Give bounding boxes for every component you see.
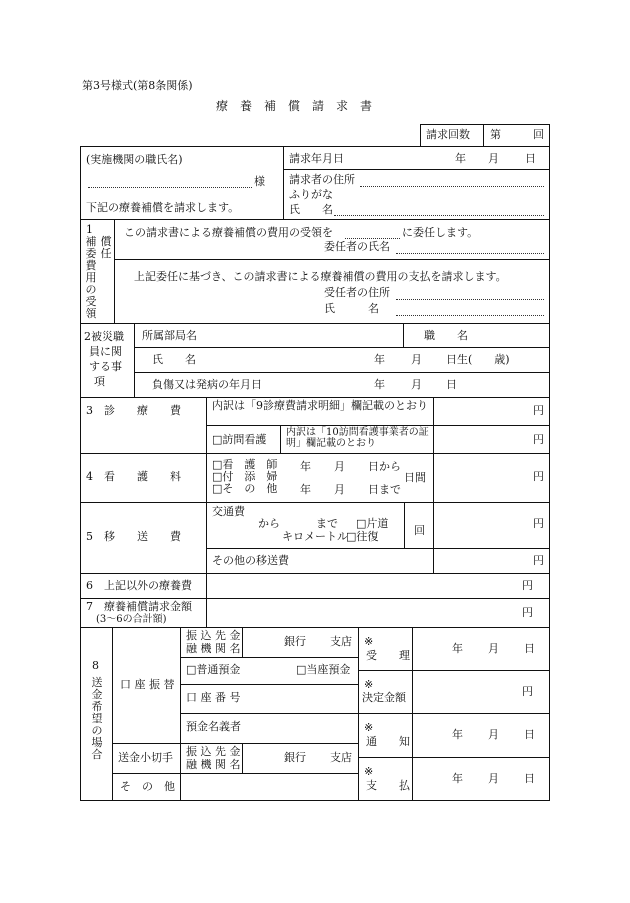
care-from-year-unit: 年 (300, 460, 311, 473)
account-holder-label: 預金名義者 (186, 720, 241, 733)
section1-vertical-a: 補委 (85, 235, 97, 260)
requester-address-line[interactable] (360, 186, 544, 187)
bank-label-2: 融 機 関 名 (186, 642, 241, 655)
requester-address-label: 請求者の住所 (289, 173, 355, 186)
department-label: 所属部局名 (142, 329, 197, 342)
injury-month-unit: 月 (411, 378, 422, 391)
cheque-branch-unit: 支店 (330, 751, 352, 764)
round-trip-checkbox[interactable]: □往復 (346, 530, 379, 543)
section2-label-1: 2被災職 (84, 330, 124, 343)
section7-sub: (3〜6の合計額) (96, 614, 167, 625)
medical-detail-note: 内訳は「9診療費請求明細」欄記載のとおり (212, 399, 428, 412)
section2-label-2: 員に関 (89, 345, 122, 358)
section6-yen: 円 (522, 579, 533, 592)
bank-unit: 銀行 (284, 635, 306, 648)
birth-month-unit: 月 (411, 353, 422, 366)
account-number-label: 口 座 番 号 (186, 691, 241, 704)
care-until-year-unit: 年 (300, 483, 311, 496)
requester-name-line[interactable] (334, 215, 544, 216)
position-label: 職 名 (424, 329, 468, 342)
payment-request-text: 上記委任に基づき、この請求書による療養補償の費用の支払を請求します。 (134, 270, 507, 283)
furigana-label: ふりがな (289, 188, 333, 201)
section8-vertical-label: 送金希望の場合 (91, 676, 103, 761)
payment-day-unit: 日 (524, 772, 535, 785)
notice-day-unit: 日 (524, 728, 535, 741)
notice-mark: ※ (364, 721, 374, 734)
section5-label: 5 移 送 費 (86, 530, 181, 543)
nurse-checkbox[interactable]: □看 護 師 (212, 458, 278, 471)
section5-other-yen: 円 (533, 554, 544, 567)
care-from-suffix: 日から (368, 460, 401, 473)
current-deposit-checkbox[interactable]: □当座預金 (296, 663, 351, 676)
receipt-month-unit: 月 (488, 642, 499, 655)
care-until-month-unit: 月 (334, 483, 345, 496)
cheque-bank-label-1: 振 込 先 金 (186, 745, 241, 758)
section2-label-4: 項 (94, 375, 105, 388)
transport-label: 交通費 (212, 505, 245, 518)
section6-label: 6 上記以外の療養費 (86, 579, 192, 592)
section8-number: 8 (92, 659, 99, 672)
count-kai: 回 (533, 128, 544, 141)
delegator-name-line[interactable] (396, 253, 544, 254)
delegate-address-label: 受任者の住所 (324, 286, 390, 299)
section1-vertical-b: 償任 (100, 235, 112, 260)
form-number: 第3号様式(第8条関係) (82, 79, 193, 92)
delegate-name-label: 氏 名 (324, 302, 379, 315)
notice-month-unit: 月 (488, 728, 499, 741)
request-date-label: 請求年月日 (289, 152, 344, 165)
notice-year-unit: 年 (452, 728, 463, 741)
account-transfer-label: 口 座 振 替 (120, 678, 175, 691)
injury-date-label: 負傷又は発病の年月日 (152, 378, 262, 391)
injury-year-unit: 年 (374, 378, 385, 391)
other-method-label: そ の 他 (120, 780, 175, 793)
one-way-checkbox[interactable]: □片道 (356, 517, 389, 530)
other-care-checkbox[interactable]: □そ の 他 (212, 482, 278, 495)
visit-nursing-detail: 内訳は「10訪問看護事業者の証明」欄記載のとおり (286, 427, 429, 449)
cheque-bank-unit: 銀行 (284, 751, 306, 764)
request-text: 下記の療養補償を請求します。 (86, 201, 240, 214)
other-transport-label: その他の移送費 (212, 554, 289, 567)
requester-name-label: 氏 名 (289, 203, 333, 216)
cheque-label: 送金小切手 (118, 751, 173, 764)
transport-to: まで (316, 517, 338, 530)
delegation-text-a: この請求書による療養補償の費用の受領を (124, 226, 333, 239)
transport-from: から (258, 517, 280, 530)
receipt-year-unit: 年 (452, 642, 463, 655)
payment-label: 支 払 (366, 779, 410, 792)
decided-amount-yen: 円 (522, 685, 533, 698)
count-label: 請求回数 (426, 128, 470, 141)
section3-yen: 円 (533, 404, 544, 417)
date-year-unit: 年 (455, 152, 466, 165)
section4-visit-yen: 円 (533, 433, 544, 446)
delegate-address-line[interactable] (396, 299, 544, 300)
care-from-month-unit: 月 (334, 460, 345, 473)
care-until-suffix: 日まで (368, 483, 401, 496)
birth-suffix: 日生( 歳) (446, 353, 510, 366)
cheque-bank-label-2: 融 機 関 名 (186, 758, 241, 771)
delegate-name-line-2[interactable] (396, 315, 544, 316)
section3-label: 3 診 療 費 (86, 404, 181, 417)
count-dai: 第 (490, 128, 501, 141)
receipt-day-unit: 日 (524, 642, 535, 655)
agency-label: (実施機関の職氏名) (86, 153, 183, 166)
receipt-label: 受 理 (366, 649, 410, 662)
section4-label: 4 看 護 料 (86, 470, 181, 483)
bank-label-1: 振 込 先 金 (186, 629, 241, 642)
payment-month-unit: 月 (488, 772, 499, 785)
form-title: 療 養 補 償 請 求 書 (216, 99, 373, 113)
delegation-text-b: に委任します。 (402, 226, 479, 239)
delegator-name-label: 委任者の氏名 (324, 240, 390, 253)
injury-day-unit: 日 (446, 378, 457, 391)
section4-care-yen: 円 (533, 470, 544, 483)
notice-label: 通 知 (366, 735, 410, 748)
ordinary-deposit-checkbox[interactable]: □普通預金 (186, 663, 241, 676)
payment-year-unit: 年 (452, 772, 463, 785)
transport-km: キロメートル (282, 530, 348, 543)
date-day-unit: 日 (525, 152, 536, 165)
section1-vertical-c: 費用の受領 (85, 259, 97, 320)
section7-yen: 円 (522, 606, 533, 619)
delegate-name-line[interactable] (345, 238, 400, 239)
payment-mark: ※ (364, 765, 374, 778)
care-days-label: 日間 (404, 471, 426, 484)
branch-unit: 支店 (330, 635, 352, 648)
section2-label-3: する事 (89, 360, 122, 373)
attendant-checkbox[interactable]: □付 添 婦 (212, 470, 278, 483)
birth-year-unit: 年 (374, 353, 385, 366)
employee-name-label: 氏 名 (152, 353, 196, 366)
date-month-unit: 月 (488, 152, 499, 165)
transport-times: 回 (414, 524, 425, 537)
decided-amount-label: 決定金額 (362, 691, 406, 704)
agency-name-line[interactable] (88, 187, 252, 188)
section5-transport-yen: 円 (533, 517, 544, 530)
section1-number: 1 (86, 223, 93, 236)
decided-mark: ※ (364, 678, 374, 691)
section7-label: 7 療養補償請求金額 (86, 600, 192, 613)
visit-nursing-checkbox[interactable]: □訪問看護 (212, 433, 267, 446)
sama-label: 様 (254, 175, 265, 188)
receipt-mark: ※ (364, 635, 374, 648)
